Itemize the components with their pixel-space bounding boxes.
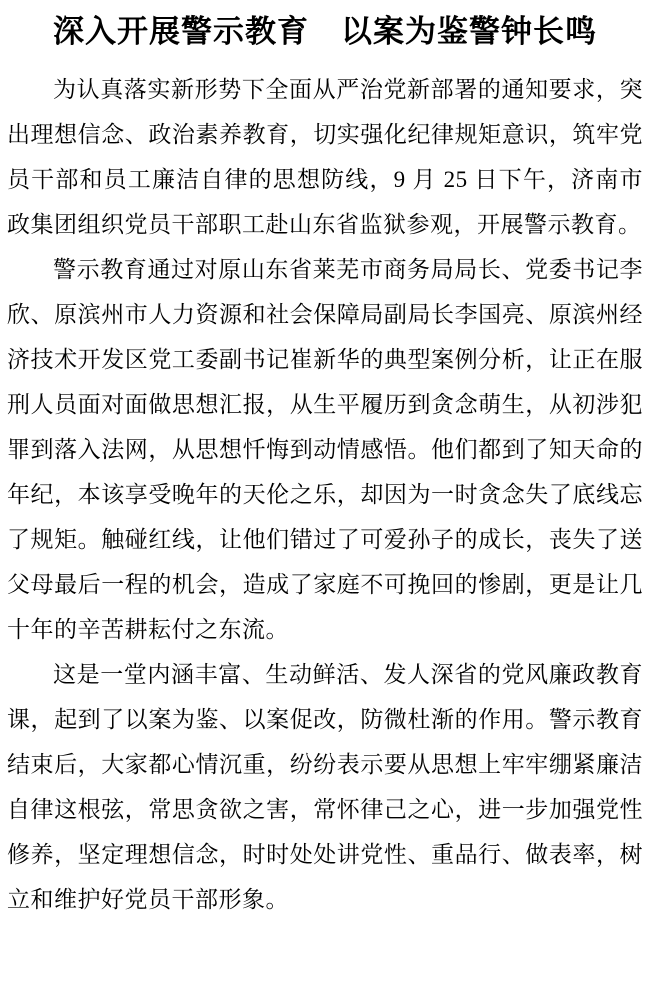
page-title: 深入开展警示教育 以案为鉴警钟长鸣: [53, 14, 597, 49]
paragraph-3: 这是一堂内涵丰富、生动鲜活、发人深省的党风廉政教育课，起到了以案为鉴、以案促改，防微杜渐的作用。警示教育结束后，大家都心情沉重，纷纷表示要从思想上牢牢绷紧廉洁自律这根弦，常思贪欲之害，常怀律己之心，进一步加强党性修养，坚定理想信念，时时处处讲党性、重品行、做表率，树立和维护好党员干部形象。: [7, 662, 643, 913]
paragraph-1: 为认真落实新形势下全面从严治党新部署的通知要求，突出理想信念、政治素养教育，切实强化纪律规矩意识，筑牢党员干部和员工廉洁自律的思想防线，9 月 25 日下午，济南市政集团组织党员干部职工赴山东省监狱参观，开展警示教育。: [7, 77, 643, 238]
document-body: [5, 67, 645, 922]
paragraph-2: 警示教育通过对原山东省莱芜市商务局局长、党委书记李欣、原滨州市人力资源和社会保障局副局长李国亮、原滨州经济技术开发区党工委副书记崔新华的典型案例分析，让正在服刑人员面对面做思想汇报，从生平履历到贪念萌生，从初涉犯罪到落入法网，从思想忏悔到动情感悟。他们都到了知天命的年纪，本该享受晚年的天伦之乐，却因为一时贪念失了底线忘了规矩。触碰红线，让他们错过了可爱孙子的成长，丧失了送父母最后一程的机会，造成了家庭不可挽回的惨剧，更是让几十年的辛苦耕耘付之东流。: [7, 257, 643, 643]
